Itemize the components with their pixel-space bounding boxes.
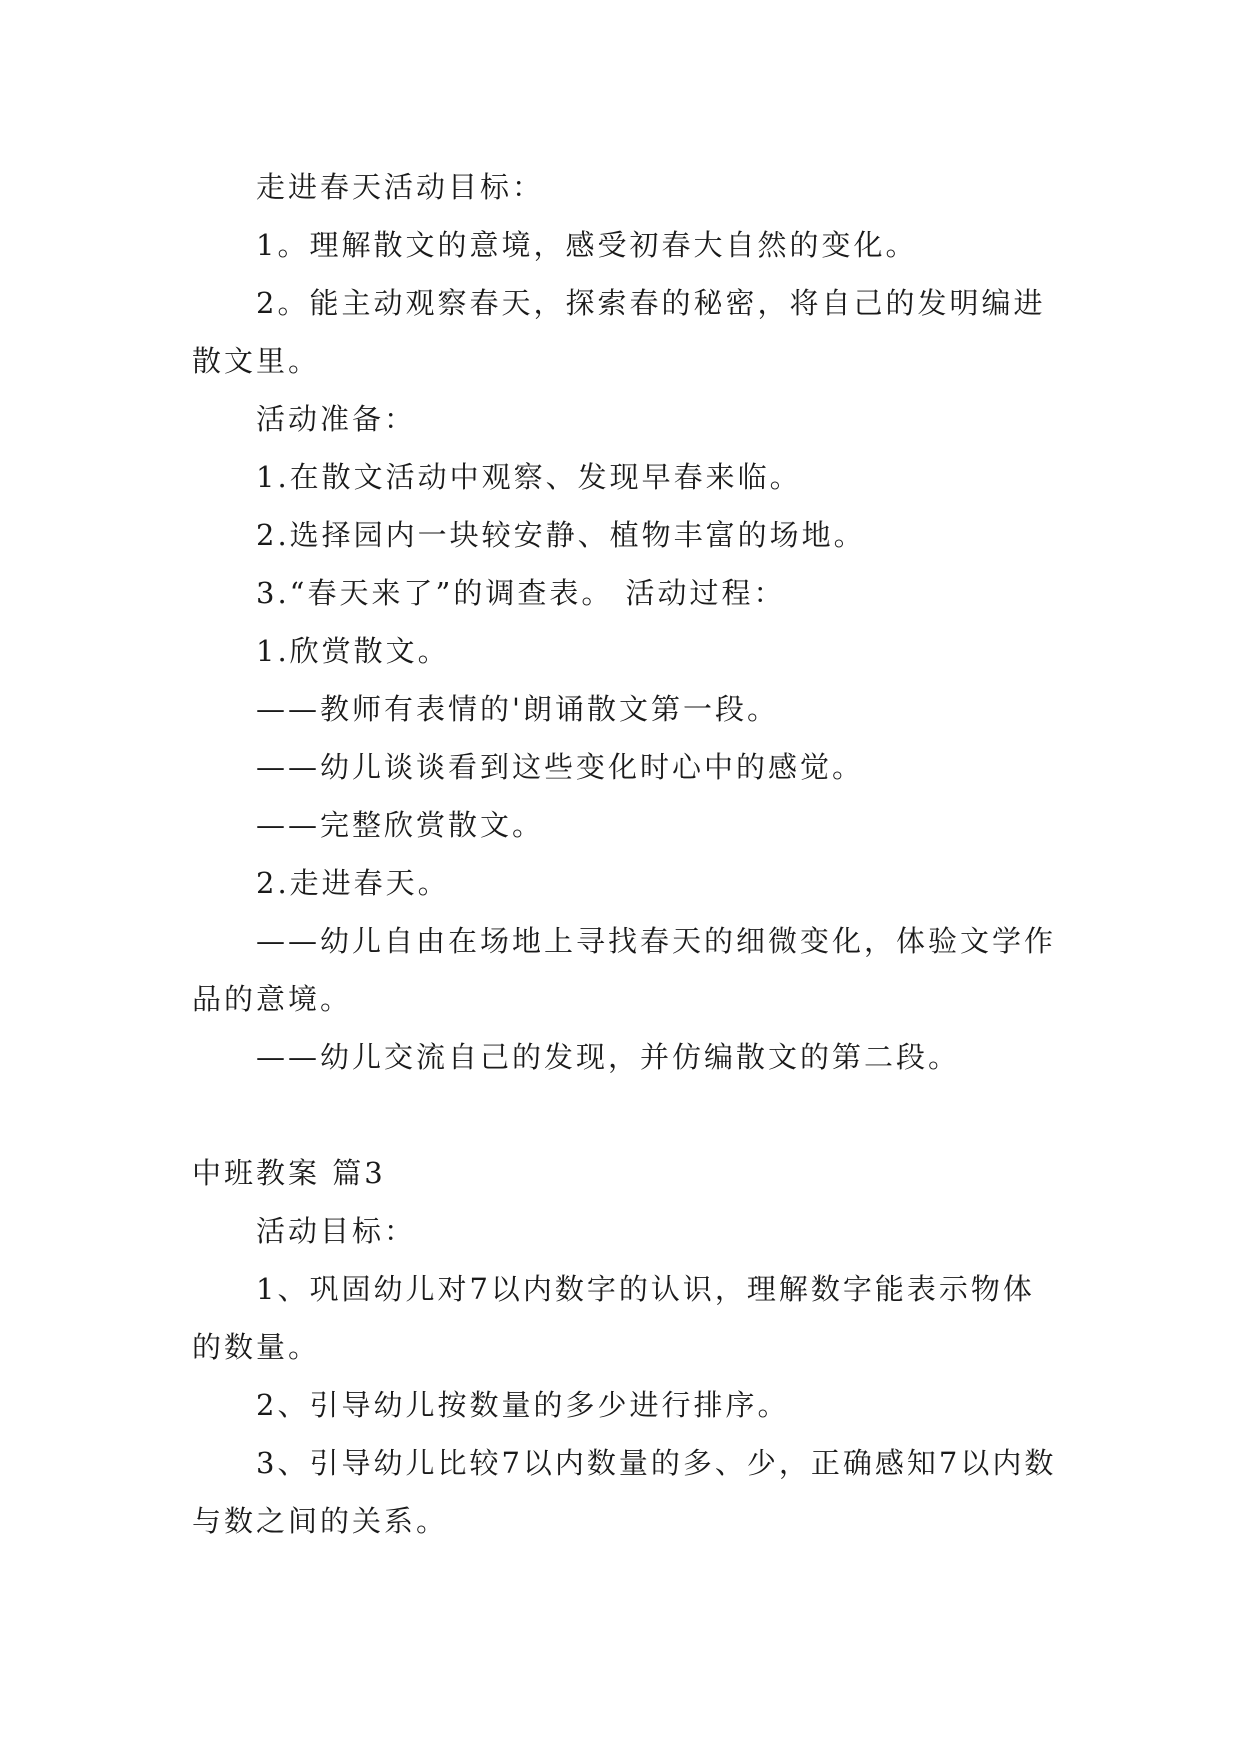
paragraph: ——幼儿谈谈看到这些变化时心中的感觉。 <box>256 750 865 784</box>
paragraph: ——幼儿自由在场地上寻找春天的细微变化，体验文学作品的意境。 <box>192 924 1057 1016</box>
paragraph: 3.“春天来了”的调查表。 活动过程： <box>256 576 786 610</box>
paragraph: 1。理解散文的意境，感受初春大自然的变化。 <box>256 228 918 262</box>
paragraph: ——完整欣赏散文。 <box>256 808 545 842</box>
paragraph: 2.走进春天。 <box>256 866 450 900</box>
paragraph: ——幼儿交流自己的发现，并仿编散文的第二段。 <box>256 1040 961 1074</box>
paragraph: 活动目标： <box>256 1214 417 1248</box>
paragraph: 1.在散文活动中观察、发现早春来临。 <box>256 460 802 494</box>
document-body <box>192 158 1062 1550</box>
paragraph: 活动准备： <box>256 402 417 436</box>
paragraph: 1.欣赏散文。 <box>256 634 450 668</box>
paragraph: 2、引导幼儿按数量的多少进行排序。 <box>256 1388 790 1422</box>
paragraph: 走进春天活动目标： <box>256 170 545 204</box>
paragraph: 2。能主动观察春天，探索春的秘密，将自己的发明编进散文里。 <box>192 286 1046 378</box>
paragraph: 2.选择园内一块较安静、植物丰富的场地。 <box>256 518 866 552</box>
paragraph: 3、引导幼儿比较7以内数量的多、少，正确感知7以内数与数之间的关系。 <box>192 1446 1057 1538</box>
section-title: 中班教案 篇3 <box>192 1156 386 1190</box>
paragraph: 1、巩固幼儿对7以内数字的认识，理解数字能表示物体的数量。 <box>192 1272 1035 1364</box>
paragraph: ——教师有表情的'朗诵散文第一段。 <box>256 692 779 726</box>
